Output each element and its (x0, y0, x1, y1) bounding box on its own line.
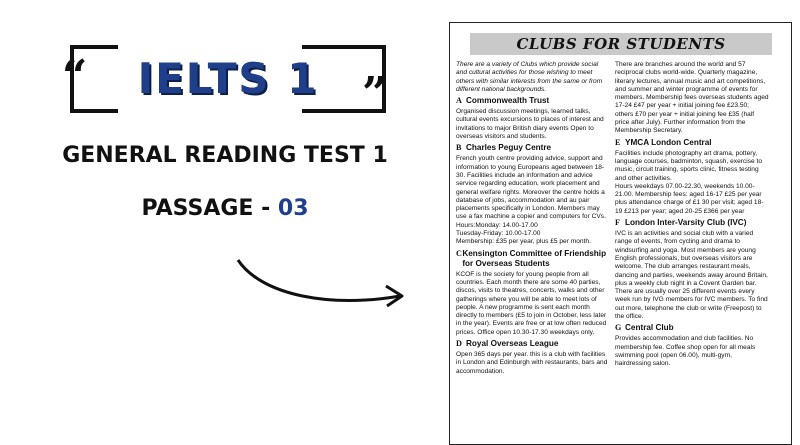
section-body: There are branches around the world and 57 reciprocal clubs world-wide. Quarterly magazine, literary lectures, annual music and art competitions, and summer and winter programme of events for members. Membership fees overseas students aged 17-24 £47 per year + initial joining fee £23.50; others £70 per year + initial joining fee £35 (half price after July). Further information from the Membership Secretary. (615, 61, 769, 135)
passage-heading (40, 196, 410, 221)
section-title: A Commonwealth Trust (456, 96, 550, 106)
open-quote-mark: “ (62, 51, 88, 102)
test-subtitle: GENERAL READING TEST 1 (62, 143, 388, 168)
section-title: G Central Club (615, 323, 674, 333)
section-body: Facilities include photography art drama, pottery, language courses, badminton, squash, exercise to music, circuit training, sports clinic, fitness testing and other activities. (615, 149, 762, 182)
ielts-title: IELTS 1 (137, 54, 319, 103)
document-page (449, 22, 792, 445)
curved-arrow-icon (232, 256, 412, 316)
section-body: KCOF is the society for young people from all countries. Each month there are some 40 parties, discos, visits to theatres, concerts, walks and other gatherings where you will be able to meet lots of people. A new programme is sent each month directly to members (£5 to join in October, less later in the year). Events are free or at low often reduced prices. Office open 10.30-17.30 weekdays only. (456, 270, 607, 336)
section-body: Open 365 days per year. this is a club with facilities in London and Edinburgh with restaurants, bars and accommodation. (456, 351, 608, 375)
section-title: D Royal Overseas League (456, 339, 559, 349)
section-body: French youth centre providing advice, support and information to young Europeans aged between 18-30. Facilities include an information and advice service regarding education, work placement and general welfare rights. Moreover the centre holds a database of jobs, accommodation and au pair placements specifically in London. Members may use a fax machine a copier and computers for CVs. (456, 155, 606, 221)
left-column (456, 61, 610, 378)
section-body: IVC is an activities and social club with a varied range of events, from cycling and drama to windsurfing and yoga. Most members are young English professionals, but overseas visitors are welcome. The club arranges restaurant meals, dancing and parties, weekends away around Britain, plus a weekly club night in a Covent Garden bar. There are usually over 25 different events every week run by IVG members for IVC members. To find out more, telephone the club or write (Freepost) to the office. (615, 230, 768, 321)
section-title: E YMCA London Central (615, 137, 712, 147)
document-title: CLUBS FOR STUDENTS (470, 33, 772, 55)
right-column (615, 61, 769, 371)
intro-text: There are a variety of Clubs which provide social and cultural activities for those wishing to meet others with similar interests from the same or from different national backgrounds. (456, 61, 603, 93)
section-body: Organised discussion meetings, learned talks, cultural events excursions to places of interest and invitations to major British diary events Open to overseas visitors and students. (456, 108, 604, 141)
section-title: C Kensington Committee of Friendship for Overseas Students (456, 248, 607, 268)
passage-number: 03 (277, 196, 309, 221)
section-title: B Charles Peguy Centre (456, 143, 552, 153)
close-quote-mark: ” (362, 68, 388, 119)
frame-corner (338, 45, 382, 49)
section-title: F London Inter-Varsity Club (IVC) (615, 218, 747, 228)
section-fee: Membership: £35 per year, plus £5 per month. (456, 238, 591, 246)
passage-label: PASSAGE - (141, 196, 278, 221)
section-hours: Hours weekdays 07.00-22.30, weekends 10.00-21.00. Membership fees: aged 16-17 £25 per year plus attendance charge of £1 30 per visit; aged 18-19 £213 per year; aged 20-25 £366 per year (615, 182, 764, 215)
section-body: Provides accommodation and club facilities. No membership fee. Coffee shop open for all meals swimming pool (open 06.00), multi-gym, hairdressing salon. (615, 335, 756, 368)
section-hours: Tuesday-Friday: 10.00-17.00 (456, 230, 541, 238)
section-hours: Hours:Monday: 14.00-17.00 (456, 221, 538, 229)
